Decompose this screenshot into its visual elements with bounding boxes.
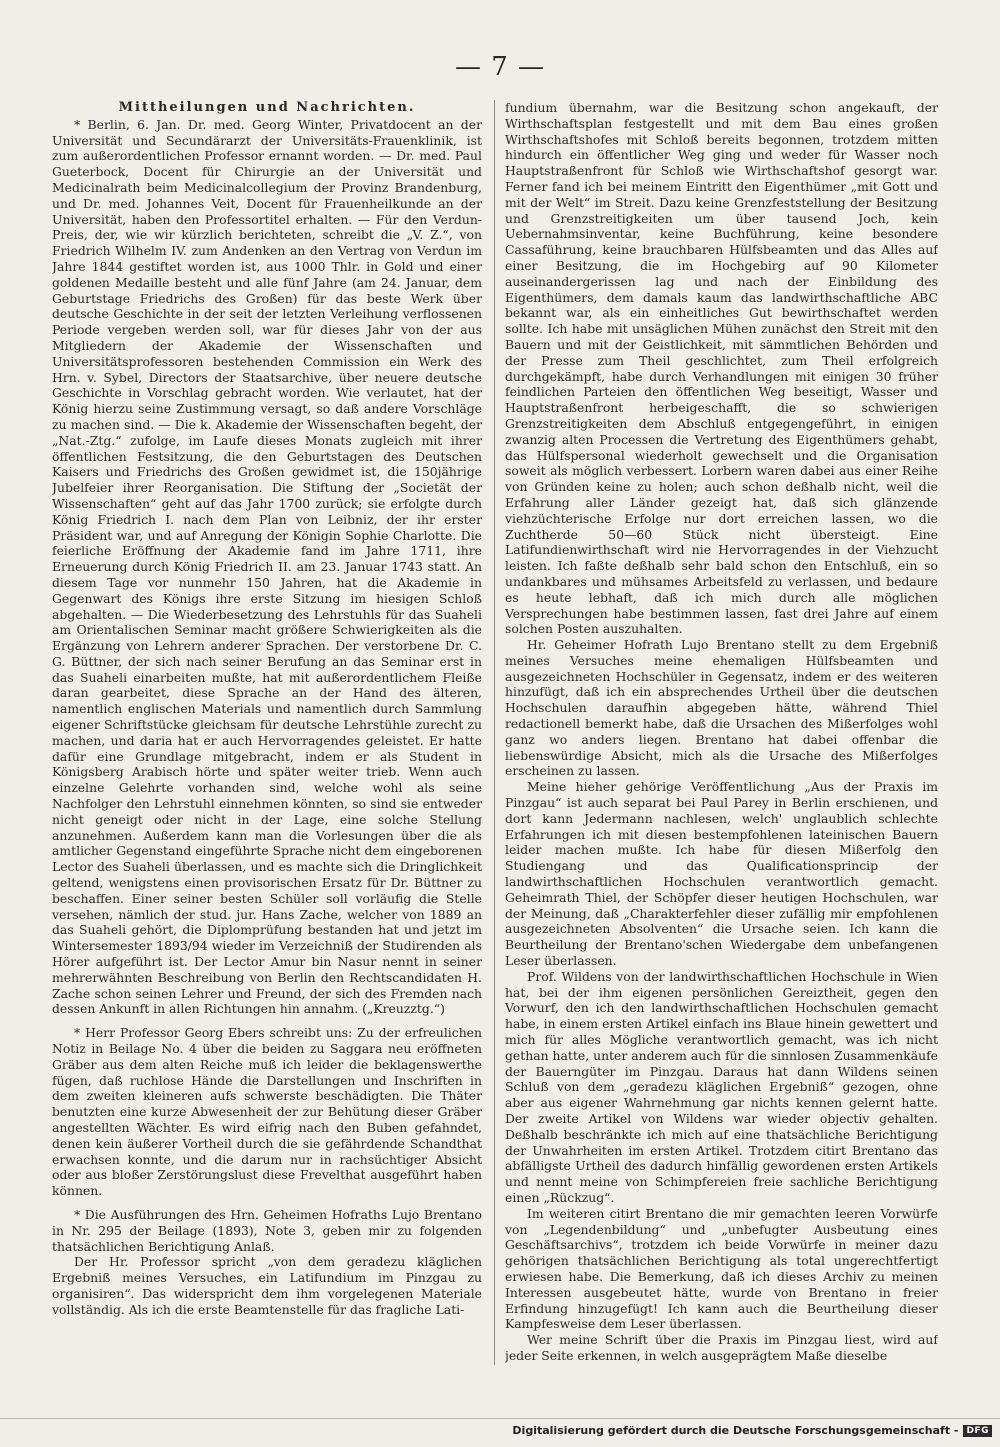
page-number: — 7 — — [454, 52, 546, 82]
article-paragraph: Prof. Wildens von der landwirthschaftlichen Hochschule in Wien hat, bei der ihm eigenen persönlichen Gereiztheit, gegen den Vorwurf, den ich den landwirthschaftlichen Hochschulen gemacht habe, in einem ersten Artikel einfach ins Blaue hinein gewettert und mich für alles Mögliche verantwortlich gemacht, was ich nicht gethan hatte, unter anderem auch für die sinnlosen Zusammenkäufe der Bauerngüter im Pinzgau. Daraus hat dann Wildens seinen Schluß von dem „geradezu kläglichen Ergebniß“ gezogen, ohne aber aus eigener Wahrnehmung gar nichts kennen gelernt hatte. Der zweite Artikel von Wildens war wieder objectiv gehalten. Deßhalb beschränkte ich mich auf eine thatsächliche Berichtigung der Unwahrheiten im ersten Artikel. Trotzdem citirt Brentano das abfälligste Urtheil des dadurch hinfällig gewordenen ersten Artikels und nennt meine von Schimpfereien freie sachliche Berichtigung einen „Rückzug“. — [505, 968, 938, 1205]
column-divider — [494, 100, 495, 1365]
article-paragraph: Meine hieher gehörige Veröffentlichung „Aus der Praxis im Pinzgau“ ist auch separat bei Paul Parey in Berlin erschienen, und dort kann Jedermann nachlesen, welch' unglaublich schlechte Erfahrungen ich mit diesen bestempfohlenen lateinischen Bauern leider machen mußte. Ich habe für diesen Mißerfolg den Studiengang und das Qualificationsprincip der landwirthschaftlichen Hochschulen verantwortlich gemacht. Geheimrath Thiel, der Schöpfer dieser heutigen Hochschulen, war der Meinung, daß „Charakterfehler dieser zufällig mir empfohlenen ausgezeichneten Absolventen“ die Ursache seien. Ich kann die Beurtheilung der Brentano'schen Wiedergabe dem unbefangenen Leser überlassen. — [505, 779, 938, 969]
article-paragraph: * Die Ausführungen des Hrn. Geheimen Hofraths Lujo Brentano in Nr. 295 der Beilage (1893), Note 3, geben mir zu folgenden thatsächlichen Berichtigung Anlaß. — [52, 1206, 482, 1254]
article-paragraph: fundium übernahm, war die Besitzung schon angekauft, der Wirthschaftsplan festgestellt und mit dem Bau eines großen Wirthschaftshofes mit Schloß bereits begonnen, trotzdem mitten hindurch ein öffentlicher Weg ging und weder für Wasser noch Hauptstraßenfront für Schloß wie Wirthschaftshof gesorgt war. Ferner fand ich bei meinem Eintritt den Eigenthümer „mit Gott und mit der Welt“ im Streit. Dazu keine Grenzfeststellung der Besitzung und Grenzstreitigkeiten um über tausend Joch, kein Uebernahmsinventar, keine Buchführung, keine besondere Cassaführung, keine brauchbaren Hülfsbeamten und das Alles auf einer Besitzung, die im Hochgebirg auf 90 Kilometer auseinandergerissen lag und nach der Einbildung des Eigenthümers, dem damals kaum das landwirthschaftliche ABC bekannt war, als ein einheitliches Gut bewirthschaftet werden sollte. Ich habe mit unsäglichen Mühen zunächst den Streit mit den Bauern und mit der Geistlichkeit, mit sämmtlichen Behörden und der Presse zum Theil geschlichtet, zum Theil erfolgreich durchgekämpft, habe durch Verhandlungen mit einigen 30 früher feindlichen Parteien den öffentlichen Weg beseitigt, Wasser und Hauptstraßenfront herbeigeschafft, die so schwierigen Grenzstreitigkeiten dem Abschluß entgegengeführt, in einigen zwanzig alten Processen die Vertretung des Eigenthümers gehabt, das Hülfspersonal wiederholt gewechselt und die Organisation soweit als möglich verbessert. Lorbern waren dabei aus einer Reihe von Gründen keine zu holen; auch schon deßhalb nicht, weil die Erfahrung aller Länder gezeigt hat, daß sich glänzende viehzüchterische Erfolge nur dort erreichen lassen, wo die Zuchtherde 50—60 Stück nicht übersteigt. Eine Latifundienwirthschaft wird nie Hervorragendes in der Viehzucht leisten. Ich faßte deßhalb sehr bald schon den Entschluß, ein so undankbares und mühsames Arbeitsfeld zu verlassen, und bedaure es heute lebhaft, daß ich mich durch alle möglichen Versprechungen habe bestimmen lassen, fast drei Jahre auf einem solchen Posten auszuhalten. — [505, 100, 938, 637]
digitization-footer — [512, 1424, 992, 1437]
article-paragraph: Wer meine Schrift über die Praxis im Pinzgau liest, wird auf jeder Seite erkennen, in welch ausgeprägtem Maße dieselbe — [505, 1332, 938, 1363]
right-column — [505, 100, 938, 1365]
article-paragraph: Hr. Geheimer Hofrath Lujo Brentano stellt zu dem Ergebniß meines Versuches meine ehemaligen Hülfsbeamten und ausgezeichneten Hochschüler in Gegensatz, indem er des weiteren hinzufügt, daß ich ein absprechendes Urtheil über die deutschen Hochschulen daraufhin abgegeben hätte, während Thiel redactionell bemerkt habe, daß die Ursachen des Mißerfolges wohl ganz wo anders liegen. Brentano hat dabei offenbar die liebenswürdige Absicht, mich als die Ursache des Mißerfolges erscheinen zu lassen. — [505, 637, 938, 779]
dfg-logo: DFG — [963, 1425, 992, 1437]
article-paragraph: Der Hr. Professor spricht „von dem geradezu kläglichen Ergebniß meines Versuches, ein Latifundium im Pinzgau zu organisiren“. Das widerspricht dem ihm vorgelegenen Materiale vollständig. Als ich die erste Beamtenstelle für das fragliche Lati- — [52, 1254, 482, 1317]
left-column — [52, 100, 482, 1365]
footer-text: Digitalisierung gefördert durch die Deutsche Forschungsgemeinschaft - — [512, 1424, 959, 1437]
article-paragraph: * Herr Professor Georg Ebers schreibt uns: Zu der erfreulichen Notiz in Beilage No. 4 über die beiden zu Saggara neu eröffneten Gräber aus dem alten Reiche muß ich leider die beklagenswerthe fügen, daß ruchlose Hände die Darstellungen und Inschriften in dem zweiten kleineren aufs schwerste beschädigten. Die Thäter benutzten eine kurze Abwesenheit der zur Behütung dieser Gräber angestellten Wächter. Es wird eifrig nach den Buben gefahndet, denen kein äußerer Vortheil durch die sie gefährdende Schandthat erwachsen konnte, und die darum nur in rachsüchtiger Absicht oder aus bloßer Zerstörungslust diese Frevelthat ausgeführt haben können. — [52, 1025, 482, 1199]
footer-divider — [0, 1418, 1000, 1419]
article-paragraph: * Berlin, 6. Jan. Dr. med. Georg Winter, Privatdocent an der Universität und Secundärarzt der Universitäts-Frauenklinik, ist zum außerordentlichen Professor ernannt worden. — Dr. med. Paul Gueterbock, Docent für Chirurgie an der Universität und Medicinalrath beim Medicinalcollegium der Provinz Brandenburg, und Dr. med. Johannes Veit, Docent für Frauenheilkunde an der Universität, haben den Professortitel erhalten. — Für den Verdun-Preis, der, wie wir kürzlich berichteten, schreibt die „V. Z.“, von Friedrich Wilhelm IV. zum Andenken an den Vertrag von Verdun im Jahre 1844 gestiftet worden ist, aus 1000 Thlr. in Gold und einer goldenen Medaille besteht und alle fünf Jahre (am 24. Januar, dem Geburtstage Friedrichs des Großen) für das beste Werk über deutsche Geschichte in der seit der letzten Verleihung verflossenen Periode vergeben werden soll, war für dieses Jahr von der aus Mitgliedern der Akademie der Wissenschaften und Universitätsprofessoren bestehenden Commission ein Werk des Hrn. v. Sybel, Directors der Staatsarchive, über neuere deutsche Geschichte in Vorschlag gebracht worden. Wie verlautet, hat der König hierzu seine Zustimmung versagt, so daß andere Vorschläge zu machen sind. — Die k. Akademie der Wissenschaften begeht, der „Nat.-Ztg.“ zufolge, im Laufe dieses Monats zugleich mit ihrer öffentlichen Festsitzung, die den Geburtstagen des Deutschen Kaisers und Friedrichs des Großen gewidmet ist, die 150jährige Jubelfeier ihrer Reorganisation. Die Stiftung der „Societät der Wissenschaften“ geht auf das Jahr 1700 zurück; sie erfolgte durch König Friedrich I. nach dem Plan von Leibniz, der ihr erster Präsident war, und auf Anregung der Königin Sophie Charlotte. Die feierliche Eröffnung der Akademie fand im Jahre 1711, ihre Erneuerung durch König Friedrich II. am 23. Januar 1743 statt. An diesem Tage vor nunmehr 150 Jahren, hat die Akademie in Gegenwart des Königs ihre erste Sitzung im hiesigen Schloß abgehalten. — Die Wiederbesetzung des Lehrstuhls für das Suaheli am Orientalischen Seminar macht größere Schwierigkeiten als die Ergänzung von Lehrern anderer Sprachen. Der verstorbene Dr. C. G. Büttner, der sich nach seiner Berufung an das Seminar erst in das Suaheli einarbeiten mußte, hat mit außerordentlichem Fleiße daran gearbeitet, diese Sprache an der Hand des älteren, namentlich englischen Materials und namentlich durch Sammlung eigener Schriftstücke gleichsam für deutsche Lehrstühle zurecht zu machen, und daria hat er auch Hervorragendes geleistet. Er hatte dafür eine Grundlage mitgebracht, indem er als Student in Königsberg Arabisch hörte und später weiter trieb. Wenn auch einzelne Gelehrte vorhanden sind, welche wohl als seine Nachfolger den Lehrstuhl einnehmen könnten, so sind sie entweder nicht geneigt oder nicht in der Lage, eine solche Stellung anzunehmen. Außerdem kann man die Vorlesungen über die als amtlicher Gegenstand eingeführte Sprache nicht dem eingeborenen Lector des Suaheli überlassen, und es machte sich die Dringlichkeit geltend, wenigstens einen provisorischen Ersatz für Dr. Büttner zu beschaffen. Einer seiner besten Schüler soll vorläufig die Stelle versehen, nämlich der stud. jur. Hans Zache, welcher von 1889 an das Suaheli gehört, die Diplomprüfung bestanden hat und jetzt im Wintersemester 1893/94 wieder im Verzeichniß der Studirenden als Hörer aufgeführt ist. Der Lector Amur bin Nasur nennt in seiner mehrerwähnten Beschreibung von Berlin den Rechtscandidaten H. Zache schon seinen Lehrer und Freund, der sich des Fremden nach dessen Ankunft in allen Richtungen hin annahm. („Kreuzztg.“) — [52, 116, 482, 1017]
section-title: Mittheilungen und Nachrichten. — [118, 100, 416, 115]
article-paragraph: Im weiteren citirt Brentano die mir gemachten leeren Vorwürfe von „Legendenbildung“ und „unbefugter Ausbeutung eines Geschäftsarchivs“, trotzdem ich beide Vorwürfe in meiner dazu gehörigen thatsächlichen Berichtigung als total ungerechtfertigt erwiesen habe. Die Bemerkung, daß ich dieses Archiv zu meinen Interessen ausgebeutet hätte, wurde von Brentano in freier Erfindung hinzugefügt! Ich kann auch die Beurtheilung dieser Kampfesweise dem Leser überlassen. — [505, 1205, 938, 1332]
